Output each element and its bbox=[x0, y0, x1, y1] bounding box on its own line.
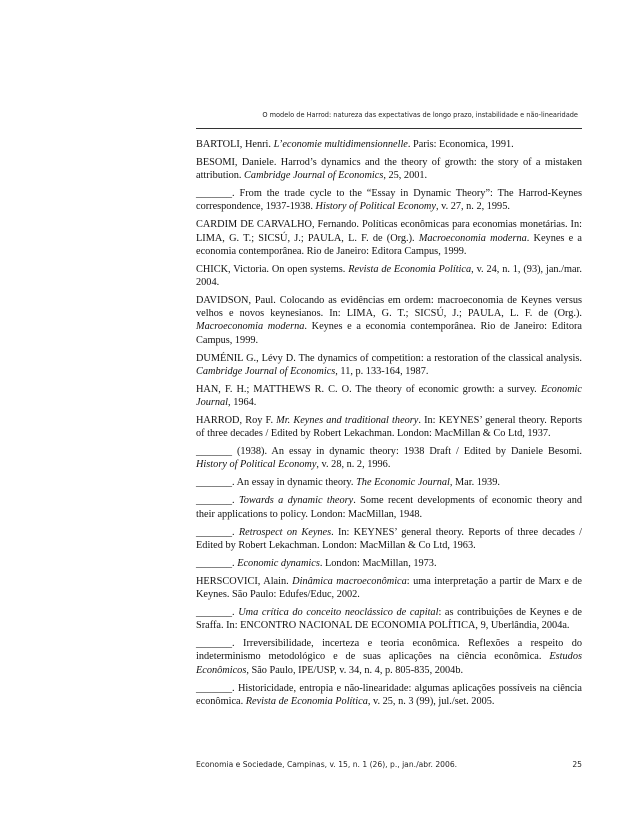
reference-text: , 11, p. 133-164, 1987. bbox=[335, 365, 429, 377]
reference-title-italic: Macroeconomia moderna bbox=[418, 232, 527, 244]
reference-entry bbox=[196, 494, 582, 520]
reference-text: . Keynes e a economia contemporânea. Rio de Janeiro: Editora Campus, 1999. bbox=[196, 232, 582, 257]
reference-entry bbox=[196, 383, 582, 409]
reference-text: _______. bbox=[196, 557, 238, 569]
reference-text: , 25, 2001. bbox=[383, 170, 428, 182]
reference-text: , v. 24, n. 1, (93), jan./mar. 2004. bbox=[196, 263, 582, 289]
reference-entry bbox=[196, 606, 582, 632]
reference-title-italic: Estudos Econômicos bbox=[196, 651, 582, 676]
reference-text: CHICK, Victoria. On open systems. bbox=[196, 263, 349, 275]
reference-title-italic: Dinâmica macroeconômica bbox=[292, 575, 407, 587]
reference-text: , São Paulo, IPE/USP, v. 34, n. 4, p. 805-835, 2004b. bbox=[246, 664, 464, 676]
footer-journal-citation: Economia e Sociedade, Campinas, v. 15, n. 1 (26), p., jan./abr. 2006. bbox=[196, 760, 458, 769]
page-number: 25 bbox=[572, 760, 582, 769]
reference-text: , v. 27, n. 2, 1995. bbox=[435, 201, 510, 213]
reference-text: _______ (1938). An essay in dynamic theory: 1938 Draft / Edited by Daniele Besomi. bbox=[196, 446, 582, 458]
reference-text: _______. From the trade cycle to the “Essay in Dynamic Theory”: The Harrod-Keynes correspondence, 1937-1938. bbox=[196, 188, 582, 213]
reference-text: _______. Historicidade, entropia e não-linearidade: algumas aplicações possíveis na ciência econômica. bbox=[196, 682, 582, 707]
page-footer bbox=[196, 760, 582, 769]
reference-entry bbox=[196, 557, 582, 570]
reference-title-italic: Towards a dynamic theory bbox=[239, 495, 354, 507]
reference-entry bbox=[196, 414, 582, 440]
reference-title-italic: Cambridge Journal of Economics bbox=[196, 365, 336, 377]
reference-text: : uma interpretação a partir de Marx e de Keynes. São Paulo: Edufes/Educ, 2002. bbox=[196, 575, 582, 601]
reference-text: . In: KEYNES’ general theory. Reports of three decades / Edited by Robert Lekachman. London: MacMillan & Co Ltd, 1963. bbox=[196, 526, 582, 551]
reference-entry bbox=[196, 187, 582, 213]
reference-text: . Paris: Economica, 1991. bbox=[407, 139, 514, 150]
reference-entry bbox=[196, 138, 582, 151]
running-header: O modelo de Harrod: natureza das expectativas de longo prazo, instabilidade e não-linearidade bbox=[262, 111, 578, 119]
reference-text: Mar. 1939. bbox=[452, 477, 500, 489]
reference-text: HAN, F. H.; MATTHEWS R. C. O. The theory of economic growth: a survey. bbox=[196, 383, 541, 395]
reference-text: DAVIDSON, Paul. Colocando as evidências em ordem: macroeconomia de Keynes versus velhos e novos keynesianos. In: LIMA, G. T.; SICSÚ, J.; PAULA, L. F. de (Org.). bbox=[196, 295, 582, 320]
reference-entry bbox=[196, 294, 582, 347]
reference-entry bbox=[196, 526, 582, 552]
reference-title-italic: Economic dynamics bbox=[237, 557, 320, 569]
reference-text: HERSCOVICI, Alain. bbox=[196, 575, 293, 587]
reference-title-italic: Retrospect on Keynes bbox=[238, 526, 332, 538]
reference-text: _______. Irreversibilidade, incerteza e teoria econômica. Reflexões a respeito do indeterminismo metodológico e de suas aplicações na ciência econômica. bbox=[196, 638, 582, 663]
reference-entry bbox=[196, 156, 582, 182]
reference-text: . Keynes e a economia contemporânea. Rio de Janeiro: Editora Campus, 1999. bbox=[196, 321, 582, 346]
reference-title-italic: History of Political Economy bbox=[196, 459, 317, 471]
reference-title-italic: Revista de Economia Política bbox=[348, 263, 472, 275]
header-rule bbox=[196, 128, 582, 129]
reference-title-italic: The Economic Journal, bbox=[356, 477, 453, 489]
reference-entry bbox=[196, 445, 582, 471]
reference-text: BARTOLI, Henri. bbox=[196, 139, 274, 150]
reference-title-italic: Macroeconomia moderna bbox=[196, 321, 305, 333]
reference-text: : as contribuições de Keynes e de Sraffa. In: ENCONTRO NACIONAL DE ECONOMIA POLÍTICA, 9, Uberlândia, 2004a. bbox=[196, 607, 582, 632]
reference-title-italic: Economic Journal bbox=[196, 383, 582, 409]
reference-entry bbox=[196, 218, 582, 258]
reference-list bbox=[196, 138, 582, 713]
reference-text: DUMÉNIL G., Lévy D. The dynamics of competition: a restoration of the classical analysis. bbox=[196, 352, 582, 364]
reference-title-italic: Uma crítica do conceito neoclássico de capital bbox=[238, 607, 439, 619]
reference-text: , v. 25, n. 3 (99), jul./set. 2005. bbox=[367, 695, 495, 707]
reference-text: , 1964. bbox=[228, 397, 257, 409]
reference-text: _______. An essay in dynamic theory. bbox=[196, 477, 357, 489]
reference-text: , v. 28, n. 2, 1996. bbox=[316, 459, 391, 471]
reference-entry bbox=[196, 575, 582, 601]
reference-title-italic: Revista de Economia Política bbox=[245, 695, 368, 707]
reference-title-italic: History of Political Economy bbox=[315, 201, 436, 213]
reference-text: _______. bbox=[196, 526, 239, 538]
reference-text: . Some recent developments of economic theory and their applications to policy. London: MacMillan, 1948. bbox=[196, 495, 582, 520]
reference-entry bbox=[196, 352, 582, 378]
reference-text: BESOMI, Daniele. Harrod’s dynamics and the theory of growth: the story of a mistaken attribution. bbox=[196, 157, 582, 182]
reference-text: _______. bbox=[196, 495, 239, 507]
reference-entry bbox=[196, 682, 582, 708]
reference-title-italic: Mr. Keynes and traditional theory bbox=[276, 415, 419, 427]
reference-text: . In: KEYNES’ general theory. Reports of three decades / Edited by Robert Lekachman. London: MacMillan & Co Ltd, 1937. bbox=[196, 415, 583, 440]
reference-text: CARDIM DE CARVALHO, Fernando. Políticas econômicas para economias monetárias. In: LIMA, G. T.; SICSÚ, J.; PAULA, L. F. de (Org.). bbox=[196, 219, 582, 244]
reference-title-italic: L’economie multidimensionnelle bbox=[273, 139, 408, 150]
reference-text: _______. bbox=[196, 607, 239, 619]
reference-entry bbox=[196, 263, 582, 289]
reference-entry bbox=[196, 476, 582, 489]
reference-title-italic: Cambridge Journal of Economics bbox=[244, 170, 384, 182]
reference-text: HARROD, Roy F. bbox=[196, 415, 277, 427]
reference-entry bbox=[196, 637, 582, 677]
reference-text: . London: MacMillan, 1973. bbox=[319, 557, 437, 569]
